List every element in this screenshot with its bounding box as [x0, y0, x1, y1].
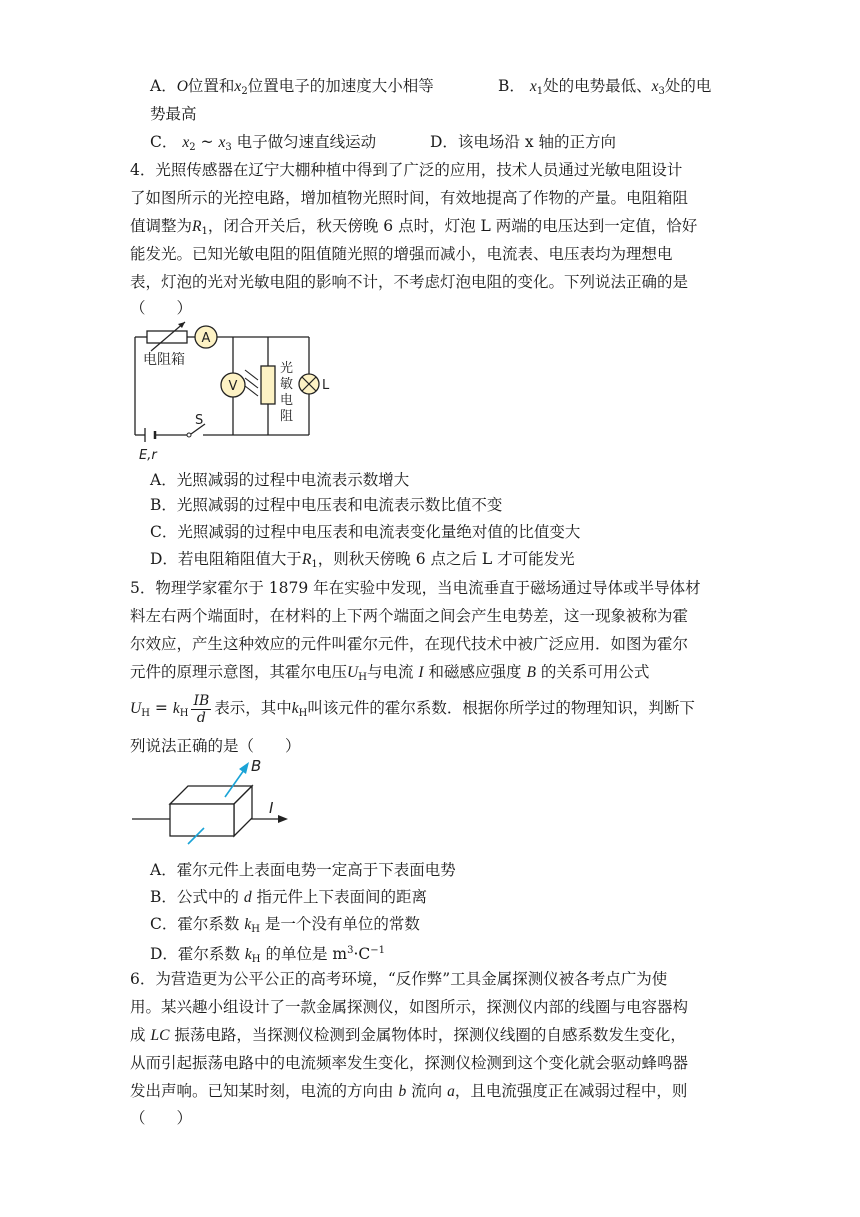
ammeter-label: A [201, 331, 211, 346]
q5-formula-line: $U_H = k_H$ $\frac{IB}{d}$ 表示，其中$k_H$叫该元件的霍尔系数．根据你所学过的物理知识，判断下 [130, 692, 695, 726]
q6-stem-line5: 发出声响。已知某时刻，电流的方向由 b 流向 a，且电流强度正在减弱过程中，则 [130, 1082, 688, 1100]
q5-stem-line4: 元件的原理示意图，其霍尔电压$U_H$与电流 I 和磁感应强度 B 的关系可用公式 [130, 663, 650, 683]
lamp-label: L [322, 378, 330, 393]
q6-stem-line2: 用。某兴趣小组设计了一款金属探测仪，如图所示，探测仪内部的线圈与电容器构 [130, 998, 689, 1016]
current-label: I [269, 799, 274, 817]
q5-stem-line2: 料左右两个端面时，在材料的上下两个端面之间会产生电势差，这一现象被称为霍 [130, 607, 689, 625]
hall-formula-fraction: $\frac{IB}{d}$ [193, 692, 210, 726]
q6-stem-line4: 从而引起振荡电路中的电流频率发生变化，探测仪检测到这个变化就会驱动蜂鸣器 [130, 1054, 689, 1072]
q4-stem-line2: 了如图所示的光控电路，增加植物光照时间，有效地提高了作物的产量。电阻箱阻 [130, 189, 689, 207]
q3-option-a: A．O位置和$x_2$位置电子的加速度大小相等 [150, 77, 434, 97]
q3-option-b-cont: 势最高 [150, 105, 197, 123]
q6-stem-line3: 成 LC 振荡电路，当探测仪检测到金属物体时，探测仪线圈的自感系数发生变化， [130, 1026, 686, 1044]
photoresistor-label-4: 阻 [280, 409, 294, 424]
voltmeter-label: V [228, 379, 238, 394]
q5-option-a: A．霍尔元件上表面电势一定高于下表面电势 [150, 861, 456, 879]
source-label: E,r [139, 448, 157, 463]
q3-option-d: D．该电场沿 x 轴的正方向 [430, 133, 617, 151]
q4-option-b: B．光照减弱的过程中电压表和电流表示数比值不变 [150, 496, 503, 514]
q4-stem-line4: 能发光。已知光敏电阻的阻值随光照的增强而减小，电流表、电压表均为理想电 [130, 245, 673, 263]
q5-hall-element-diagram [130, 756, 300, 852]
photoresistor-label-3: 电 [280, 393, 294, 408]
q4-stem-line1: 4．光照传感器在辽宁大棚种植中得到了广泛的应用，技术人员通过光敏电阻设计 [130, 161, 683, 179]
q5-option-c: C．霍尔系数 $k_H$ 是一个没有单位的常数 [150, 915, 420, 935]
photoresistor [261, 366, 275, 404]
q3-option-b: B． $x_1$处的电势最低、$x_3$处的电 [498, 77, 712, 97]
current-arrow-icon [278, 815, 288, 823]
q4-stem-line3: 值调整为$R_1$，闭合开关后，秋天傍晚 6 点时，灯泡 L 两端的电压达到一定值，恰好 [130, 217, 698, 237]
photoresistor-label-1: 光 [280, 361, 294, 376]
q5-stem-line6: 列说法正确的是（ ） [130, 737, 301, 755]
q4-option-c: C．光照减弱的过程中电压表和电流表变化量绝对值的比值变大 [150, 523, 581, 541]
q3-option-c: C． $x_2$ ~ $x_3$ 电子做匀速直线运动 [150, 133, 377, 153]
resistor-box-label: 电阻箱 [143, 352, 185, 368]
q4-stem-line5: 表，灯泡的光对光敏电阻的影响不计，不考虑灯泡电阻的变化。下列说法正确的是 [130, 273, 689, 291]
q5-stem-line3: 尔效应，产生这种效应的元件叫霍尔元件，在现代技术中被广泛应用．如图为霍尔 [130, 635, 689, 653]
q4-circuit-diagram [125, 318, 355, 468]
q4-option-a: A．光照减弱的过程中电流表示数增大 [150, 471, 410, 489]
light-arrows-icon [245, 370, 258, 396]
photoresistor-label-2: 敏 [280, 377, 294, 392]
magnetic-field-label: B [251, 757, 262, 775]
q5-stem-line1: 5．物理学家霍尔于 1879 年在实验中发现，当电流垂直于磁场通过导体或半导体材 [130, 579, 701, 597]
q4-answer-paren: （ ） [130, 299, 193, 317]
q4-option-d: D．若电阻箱阻值大于$R_1$，则秋天傍晚 6 点之后 L 才可能发光 [150, 550, 575, 570]
magnetic-field-arrow-icon [239, 762, 249, 774]
q6-stem-line1: 6．为营造更为公平公正的高考环境，“反作弊”工具金属探测仪被各考点广为使 [130, 970, 668, 988]
q6-answer-paren: （ ） [130, 1109, 193, 1127]
q5-option-b: B．公式中的 d 指元件上下表面间的距离 [150, 888, 428, 906]
q5-option-d: D．霍尔系数 $k_H$ 的单位是 $m^3\cdot C^{-1}$ [150, 945, 386, 965]
switch-label: S [195, 413, 204, 428]
hall-element-box [170, 786, 252, 836]
